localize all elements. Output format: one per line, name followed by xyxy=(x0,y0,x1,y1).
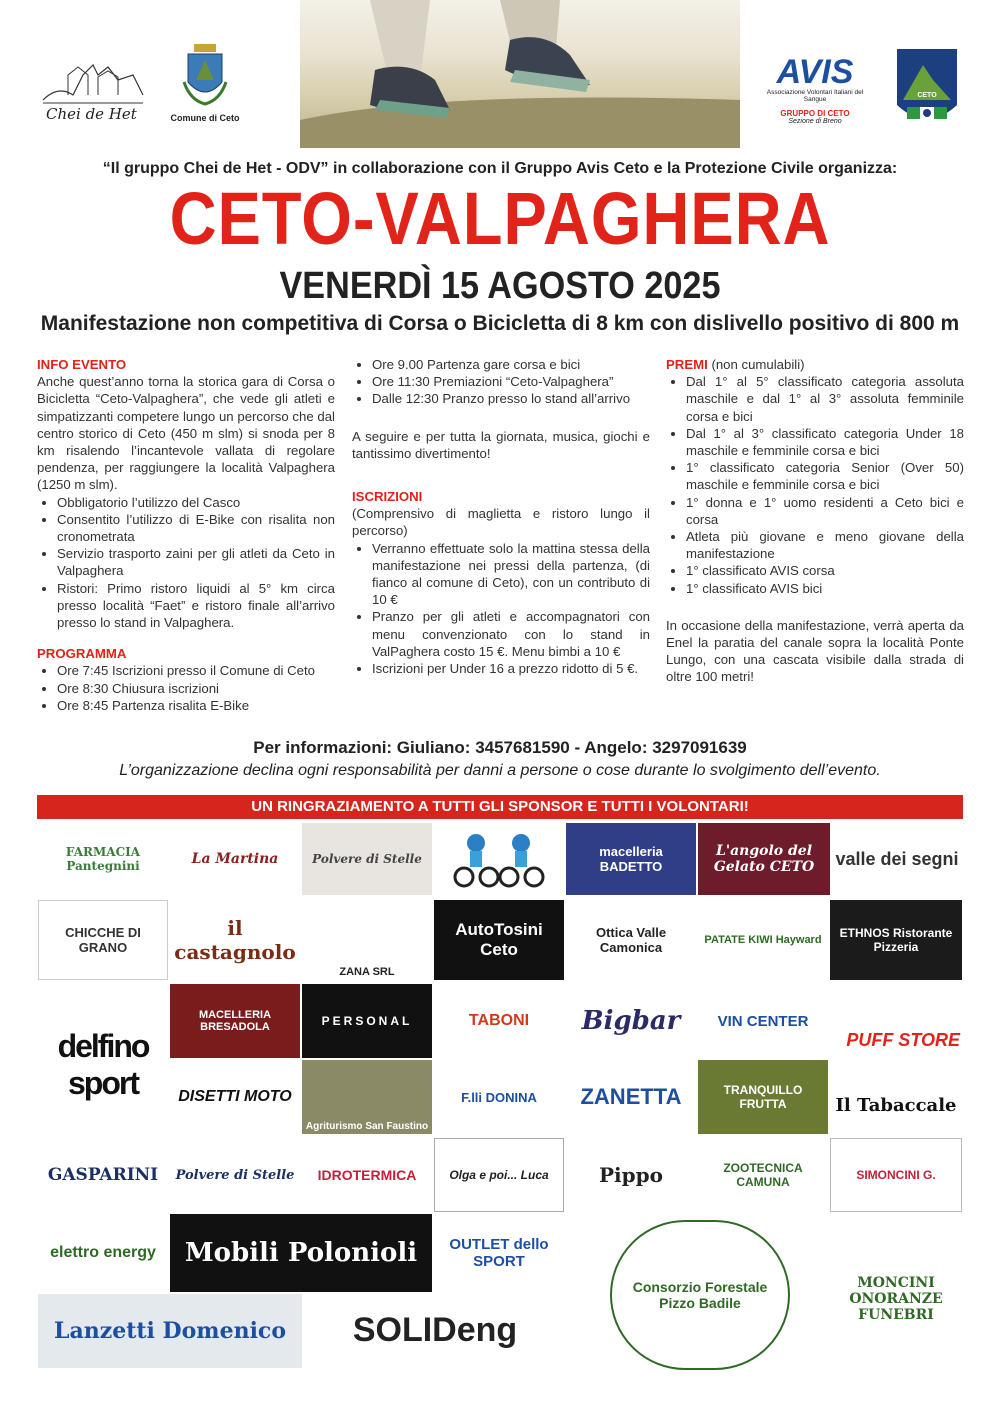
list-item: • Ore 8:30 Chiusura iscrizioni xyxy=(57,680,335,697)
sponsor-text: ZANA SRL xyxy=(339,966,395,978)
sponsor-bigbar xyxy=(566,984,696,1058)
sponsor-macelleria-badetto xyxy=(566,823,696,895)
sponsor-bresadola xyxy=(170,984,300,1058)
sponsor-la-martina xyxy=(170,823,300,895)
column-premi xyxy=(666,356,964,686)
sponsor-polvere-di-stelle-2 xyxy=(170,1138,300,1212)
list-item: • Verranno effettuate solo la mattina stessa della manifestazione nei pressi della partenza, (di fianco al comune di Ceto), con un contributo di 10 € xyxy=(372,540,650,609)
sponsor-text: CHICCHE DI GRANO xyxy=(65,925,141,955)
sponsor-text: TRANQUILLO FRUTTA xyxy=(723,1083,803,1111)
info-list xyxy=(37,494,335,632)
list-item: • 1° donna e 1° uomo residenti a Ceto bici e corsa xyxy=(686,494,964,528)
sponsor-text: OUTLET dello SPORT xyxy=(449,1236,549,1270)
premi-after: In occasione della manifestazione, verrà aperta da Enel la paratia del canale sopra la località Ponte Lungo, con una cascata visibile dalla strada di oltre 100 metri! xyxy=(666,617,964,685)
sponsor-text: DISETTI MOTO xyxy=(178,1088,292,1105)
sponsor-text: Mobili Polonioli xyxy=(184,1238,418,1268)
sponsor-text: L'angolo del Gelato CETO xyxy=(713,843,815,875)
sponsor-text: Polvere di Stelle xyxy=(175,1167,295,1183)
column-programma xyxy=(352,356,650,677)
avis-brand: AVIS xyxy=(776,53,854,91)
sponsor-pippo xyxy=(566,1138,696,1212)
sponsor-banner: UN RINGRAZIAMENTO A TUTTI GLI SPONSOR E TUTTI I VOLONTARI! xyxy=(37,795,963,819)
sponsor-bikers xyxy=(434,823,564,895)
sponsor-donina xyxy=(434,1060,564,1134)
sponsor-text: Il Tabaccale xyxy=(835,1094,957,1116)
event-title: CETO-VALPAGHERA xyxy=(169,177,831,260)
sponsor-text: delfino sport xyxy=(57,1028,149,1101)
sponsor-zootecnica xyxy=(698,1138,828,1212)
sponsor-outlet-sport xyxy=(434,1214,564,1292)
sponsor-text: VIN CENTER xyxy=(717,1012,809,1030)
sponsor-text: FARMACIA Pantegnini xyxy=(65,845,141,873)
sponsor-tranquillo-frutta xyxy=(698,1060,828,1134)
list-item: • Dal 1° al 3° classificato categoria Under 18 maschile e femminile corsa e bici xyxy=(686,425,964,459)
sponsor-text: PERSONAL xyxy=(321,1014,413,1028)
sponsor-text: elettro energy xyxy=(50,1244,156,1261)
sponsor-ethnos xyxy=(830,900,962,980)
comune-label: Comune di Ceto xyxy=(170,113,240,123)
avis-sub: Associazione Volontari Italiani del Sangue xyxy=(766,89,864,103)
event-subtitle: Manifestazione non competitiva di Corsa o Bicicletta di 8 km con dislivello positivo di 800 m xyxy=(40,312,960,335)
sponsor-simoncini xyxy=(830,1138,962,1212)
list-item: • Ore 8:45 Partenza risalita E-Bike xyxy=(57,697,335,714)
chei-de-het-logo xyxy=(38,45,148,140)
sponsor-text: F.lli DONINA xyxy=(461,1089,537,1105)
avis-logo xyxy=(760,55,870,135)
header-photo xyxy=(300,0,740,148)
sponsor-text: ETHNOS Ristorante Pizzeria xyxy=(839,926,953,954)
iscrizioni-heading: ISCRIZIONI xyxy=(352,489,423,505)
list-item: • Atleta più giovane e meno giovane della manifestazione xyxy=(686,528,964,562)
list-item: • Ristori: Primo ristoro liquidi al 5° km circa presso località “Faet” e ristoro finale all’arrivo presso lo stand in Valpaghera. xyxy=(57,580,335,632)
sponsor-idrotermica xyxy=(302,1138,432,1212)
disclaimer: L’organizzazione declina ogni responsabilità per danni a persone o cose durante lo svolgimento dell’evento. xyxy=(119,762,881,779)
list-item: • Servizio trasporto zaini per gli atleti da Ceto in Valpaghera xyxy=(57,545,335,579)
protezione-civile-shield-icon xyxy=(893,45,961,135)
sponsor-personal xyxy=(302,984,432,1058)
list-item: • 1° classificato AVIS bici xyxy=(686,580,964,597)
list-item: • 1° classificato categoria Senior (Over 50) maschile e femminile corsa e bici xyxy=(686,459,964,493)
sponsor-valle-dei-segni xyxy=(832,823,962,895)
sponsor-castagnolo xyxy=(170,900,300,980)
sponsor-moncini xyxy=(830,1224,962,1374)
sponsor-text: MACELLERIA BRESADOLA xyxy=(198,1009,272,1033)
sponsor-text: valle dei segni xyxy=(835,848,959,869)
avis-group: GRUPPO DI CETO xyxy=(780,109,850,118)
sponsor-ottica xyxy=(566,900,696,980)
sponsor-text: ZANETTA xyxy=(580,1084,682,1109)
sponsor-text: AutoTosini Ceto xyxy=(455,920,543,959)
sponsor-text: Pippo xyxy=(599,1163,663,1187)
list-item: • Ore 7:45 Iscrizioni presso il Comune di Ceto xyxy=(57,662,335,679)
list-item: • Iscrizioni per Under 16 a prezzo ridotto di 5 €. xyxy=(372,660,650,677)
programma-list-b xyxy=(352,356,650,408)
sponsor-zanetta xyxy=(566,1060,696,1134)
list-item: • Dal 1° al 5° classificato categoria assoluta maschile e dal 1° al 3° assoluta femminile corsa e bici xyxy=(686,373,964,425)
sponsor-text: Agriturismo San Faustino xyxy=(305,1121,429,1132)
sponsor-elettro-energy xyxy=(38,1214,168,1292)
list-item: • Ore 11:30 Premiazioni “Ceto-Valpaghera” xyxy=(372,373,650,390)
sponsor-text: La Martina xyxy=(191,851,279,867)
sponsor-solideng xyxy=(310,1300,560,1360)
sponsor-lanzetti xyxy=(38,1294,302,1368)
programma-heading: PROGRAMMA xyxy=(37,646,127,662)
sponsor-text: TABONI xyxy=(468,1012,530,1029)
sponsor-text: PUFF STORE xyxy=(846,1029,960,1050)
sponsor-gasparini xyxy=(38,1138,168,1212)
sponsor-mobili-polonioli xyxy=(170,1214,432,1292)
header xyxy=(0,0,1000,150)
sponsor-text: PATATE KIWI Hayward xyxy=(704,934,822,946)
sponsor-puff-store xyxy=(830,1010,962,1070)
list-item: • Dalle 12:30 Pranzo presso lo stand all’arrivo xyxy=(372,390,650,407)
sponsor-text: ZOOTECNICA CAMUNA xyxy=(723,1161,803,1189)
info-text: Anche quest’anno torna la storica gara di Corsa o Bicicletta “Ceto-Valpaghera”, che vede gli atleti e simpatizzanti competere lungo un percorso che dal centro storico di Ceto (450 m slm) si snoda per 8 km risalendo l’incantevole vallata di regolare pendenza, per raggiungere la località Valpaghera (1250 m slm). xyxy=(37,374,335,493)
event-date: VENERDÌ 15 AGOSTO 2025 xyxy=(279,265,721,307)
sponsor-text: Lanzetti Domenico xyxy=(54,1318,286,1344)
sponsor-text: Olga e poi... Luca xyxy=(449,1168,549,1182)
cyclists-icon xyxy=(444,829,554,889)
sponsor-tabaccale xyxy=(830,1086,962,1124)
sponsor-text: macelleria BADETTO xyxy=(599,844,663,874)
list-item: • Obbligatorio l’utilizzo del Casco xyxy=(57,494,335,511)
sponsor-taboni xyxy=(434,984,564,1058)
sponsor-olga-e-luca xyxy=(434,1138,564,1212)
sponsor-text: Bigbar xyxy=(581,1006,681,1036)
sponsor-consorzio-forestale xyxy=(610,1220,790,1370)
sponsor-disetti-moto xyxy=(170,1060,300,1134)
list-item: • Consentito l’utilizzo di E-Bike con risalita non cronometrata xyxy=(57,511,335,545)
chei-logo-text: Chei de Het xyxy=(46,105,137,123)
pc-label: CETO xyxy=(917,92,937,99)
sponsor-autotosini xyxy=(434,900,564,980)
programma-list-a xyxy=(37,662,335,714)
premi-note: (non cumulabili) xyxy=(711,357,805,372)
contact-info: Per informazioni: Giuliano: 3457681590 - Angelo: 3297091639 xyxy=(253,738,747,757)
sponsor-vin-center xyxy=(698,984,828,1058)
info-heading: INFO EVENTO xyxy=(37,357,127,372)
coat-of-arms-icon xyxy=(180,42,230,108)
sponsor-polvere-di-stelle xyxy=(302,823,432,895)
comune-crest xyxy=(170,42,240,142)
sponsor-text: GASPARINI xyxy=(47,1165,159,1185)
runner-shoes-illustration xyxy=(300,0,740,148)
sponsor-text: Consorzio Forestale Pizzo Badile xyxy=(632,1279,768,1311)
premi-list xyxy=(666,373,964,597)
sponsor-text: SIMONCINI G. xyxy=(856,1168,936,1182)
sponsor-gelato xyxy=(698,823,830,895)
column-info xyxy=(37,356,335,714)
sponsor-agriturismo xyxy=(302,1060,432,1134)
programma-after: A seguire e per tutta la giornata, musica, giochi e tantissimo divertimento! xyxy=(352,428,650,461)
sponsor-text: IDROTERMICA xyxy=(317,1167,417,1183)
sponsor-text: il castagnolo xyxy=(174,916,296,964)
sponsor-text: MONCINI ONORANZE FUNEBRI xyxy=(849,1275,943,1323)
sponsor-text: SOLIDeng xyxy=(352,1310,518,1349)
list-item: • Ore 9.00 Partenza gare corsa e bici xyxy=(372,356,650,373)
intro-line: “Il gruppo Chei de Het - ODV” in collaborazione con il Gruppo Avis Ceto e la Protezione Civile organizza: xyxy=(102,160,898,177)
avis-section: Sezione di Breno xyxy=(788,118,842,125)
list-item: • Pranzo per gli atleti e accompagnatori con menu convenzionato con lo stand in ValPaghera costo 15 €. Menu bimbi a 10 € xyxy=(372,608,650,660)
sponsor-chicche-di-grano xyxy=(38,900,168,980)
sponsor-text: Ottica Valle Camonica xyxy=(595,925,667,955)
sponsor-patate-kiwi xyxy=(698,900,828,980)
protezione-civile-logo xyxy=(893,45,961,135)
iscrizioni-text: (Comprensivo di maglietta e ristoro lungo il percorso) xyxy=(352,506,650,539)
list-item: • 1° classificato AVIS corsa xyxy=(686,562,964,579)
premi-heading: PREMI xyxy=(666,357,708,372)
sponsor-text: Polvere di Stelle xyxy=(312,852,422,866)
sponsor-zana xyxy=(302,900,432,980)
sponsor-farmacia xyxy=(38,823,168,895)
iscrizioni-list xyxy=(352,540,650,678)
sponsor-delfino-sport xyxy=(38,1000,168,1130)
